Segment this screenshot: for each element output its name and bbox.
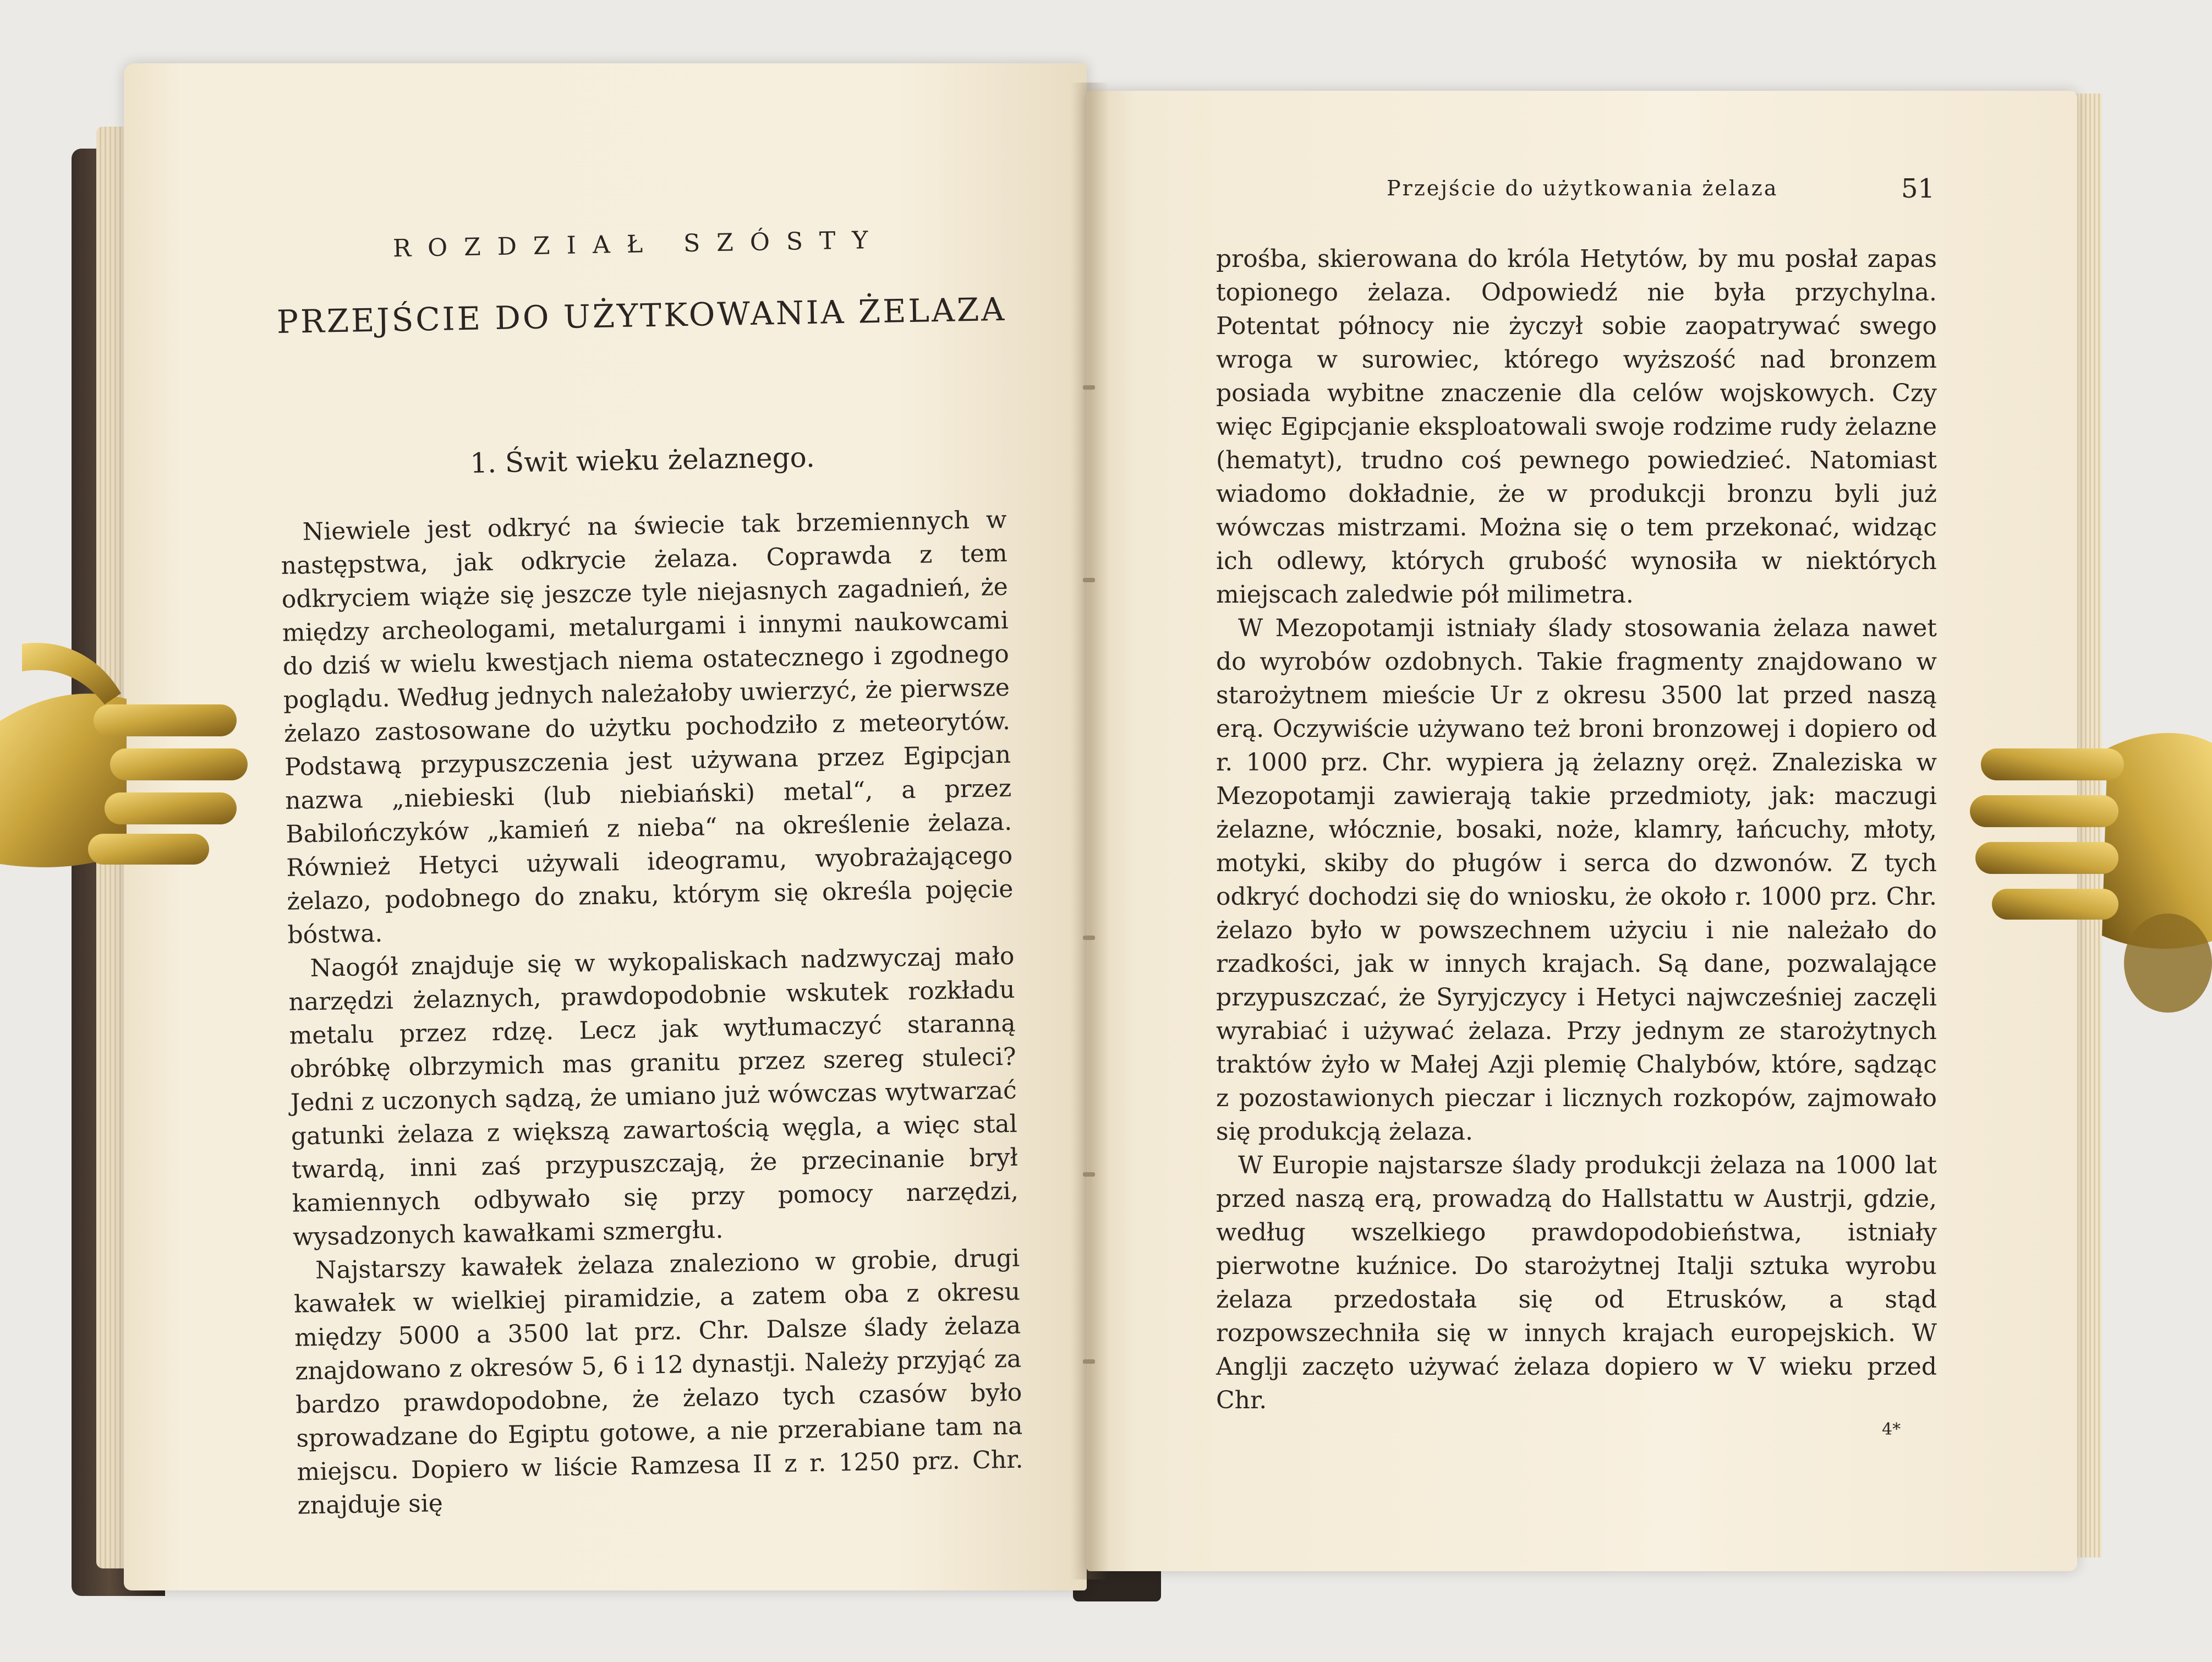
- paragraph: W Europie najstarsze ślady produkcji żelaza na 1000 lat przed naszą erą, prowadzą do Hallstattu w Austrji, gdzie, według wszelkiego prawdopodobieństwa, istniały pierwotne kuźnice. Do starożytnej Italji sztuka wyrobu żelaza przedostała się od Etrusków, a stąd rozpowszechniła się w innych krajach europejskich. W Anglji zaczęto używać żelaza dopiero w V wieku przed Chr.: [1216, 1151, 1937, 1414]
- binding-stitch: [1083, 578, 1095, 582]
- binding-stitch: [1083, 385, 1095, 390]
- brass-hand-holder-right-icon: [1970, 677, 2212, 1018]
- signature-mark: 4*: [1882, 1420, 1901, 1439]
- page-number: 51: [1901, 173, 1935, 204]
- right-body: [1216, 171, 1937, 1417]
- left-body: [280, 503, 1024, 1523]
- left-page-text: [275, 213, 1023, 1520]
- paragraph: prośba, skierowana do króla Hetytów, by mu posłał zapas topionego żelaza. Odpowiedź nie była przychylna. Potentat północy nie życzył sobie zaopatrywać swego wroga w surowiec, którego wyższość nad bronzem posiada wybitne znaczenie dla celów wojskowych. Czy więc Egipcjanie eksploatowali swoje rodzime rudy żelazne (hematyt), trudno coś pewnego powiedzieć. Natomiast wiadomo dokładnie, że w produkcji bronzu byli już wówczas mistrzami. Można się o tem przekonać, widząc ich odlewy, których grubość wynosiła w niektórych miejscach zaledwie pół milimetra.: [1216, 245, 1937, 609]
- chapter-label: ROZDZIAŁ SZÓSTY: [392, 226, 885, 263]
- paragraph: Najstarszy kawałek żelaza znaleziono w grobie, drugi kawałek w wielkiej piramidzie, a zatem oba z okresu między 5000 a 3500 lat prz. Chr. Dalsze ślady żelaza znajdowano z okresów 5, 6 i 12 dynastji. Należy przyjąć za bardzo prawdopodobne, że żelazo tych czasów było sprowadzane do Egiptu gotowe, a nie przerabiane tam na miejscu. Dopiero w liście Ramzesa II z r. 1250 prz. Chr. znajduje się: [293, 1244, 1023, 1520]
- right-page-text: [1216, 171, 1937, 1464]
- binding-stitch: [1083, 1172, 1095, 1177]
- section-title: 1. Świt wieku żelaznego.: [469, 441, 815, 479]
- binding-stitch: [1083, 1359, 1095, 1364]
- chapter-title: PRZEJŚCIE DO UŻYTKOWANIA ŻELAZA: [276, 290, 1007, 341]
- paragraph: W Mezopotamji istniały ślady stosowania żelaza nawet do wyrobów ozdobnych. Takie fragmenty znajdowano w starożytnem mieście Ur z okresu 3500 lat przed naszą erą. Oczywiście używano też broni bronzowej i dopiero od r. 1000 prz. Chr. wypiera ją żelazny oręż. Znaleziska w Mezopotamji zawierają takie przedmioty, jak: maczugi żelazne, włócznie, bosaki, noże, klamry, łańcuchy, młoty, motyki, skiby do pługów i serca do dzwonów. Z tych odkryć dochodzi się do wniosku, że około r. 1000 prz. Chr. żelazo było w powszechnem użyciu i nie należało do rzadkości, jak w innych krajach. Są dane, pozwalające przypuszczać, że Syryjczycy i Hetyci najwcześniej zaczęli wyrabiać i używać żelaza. Przy jednym ze starożytnych traktów żyło w Małej Azji plemię Chalybów, które, sądząc z pozostawionych pieczar i licznych rozkopów, zajmowało się produkcją żelaza.: [1216, 614, 1937, 1146]
- binding-stitch: [1083, 936, 1095, 940]
- book-gutter: [1070, 83, 1109, 1579]
- brass-hand-holder-left-icon: [0, 633, 253, 919]
- running-head: Przejście do użytkowania żelaza: [1387, 176, 1778, 200]
- paragraph: Naogół znajduje się w wykopaliskach nadzwyczaj mało narzędzi żelaznych, prawdopodobnie wskutek rozkładu metalu przez rdzę. Lecz jak wytłumaczyć staranną obróbkę olbrzymich mas granitu przez szereg stuleci? Jedni z uczonych sądzą, że umiano już wówczas wytwarzać gatunki żelaza z większą zawartością węgla, a więc stal twardą, inni zaś przypuszczają, że przecinanie brył kamiennych odbywało się przy pomocy narzędzi, wysadzonych kawałkami szmergłu.: [288, 942, 1019, 1251]
- paragraph: Niewiele jest odkryć na świecie tak brzemiennych w następstwa, jak odkrycie żelaza. Coprawda z tem odkryciem wiąże się jeszcze tyle niejasnych zagadnień, że między archeologami, metalurgami i innymi naukowcami do dziś w wielu kwestjach niema ostatecznego i zgodnego poglądu. Według jednych należałoby uwierzyć, że pierwsze żelazo zastosowane do użytku pochodziło z meteorytów. Podstawą przypuszczenia jest używana przez Egipcjan nazwa „niebieski (lub niebiański) metal“, a przez Babilończyków „kamień z nieba“ na określenie żelaza. Również Hetyci używali ideogramu, wyobrażającego żelazo, podobnego do znaku, którym się określa pojęcie bóstwa.: [281, 505, 1014, 949]
